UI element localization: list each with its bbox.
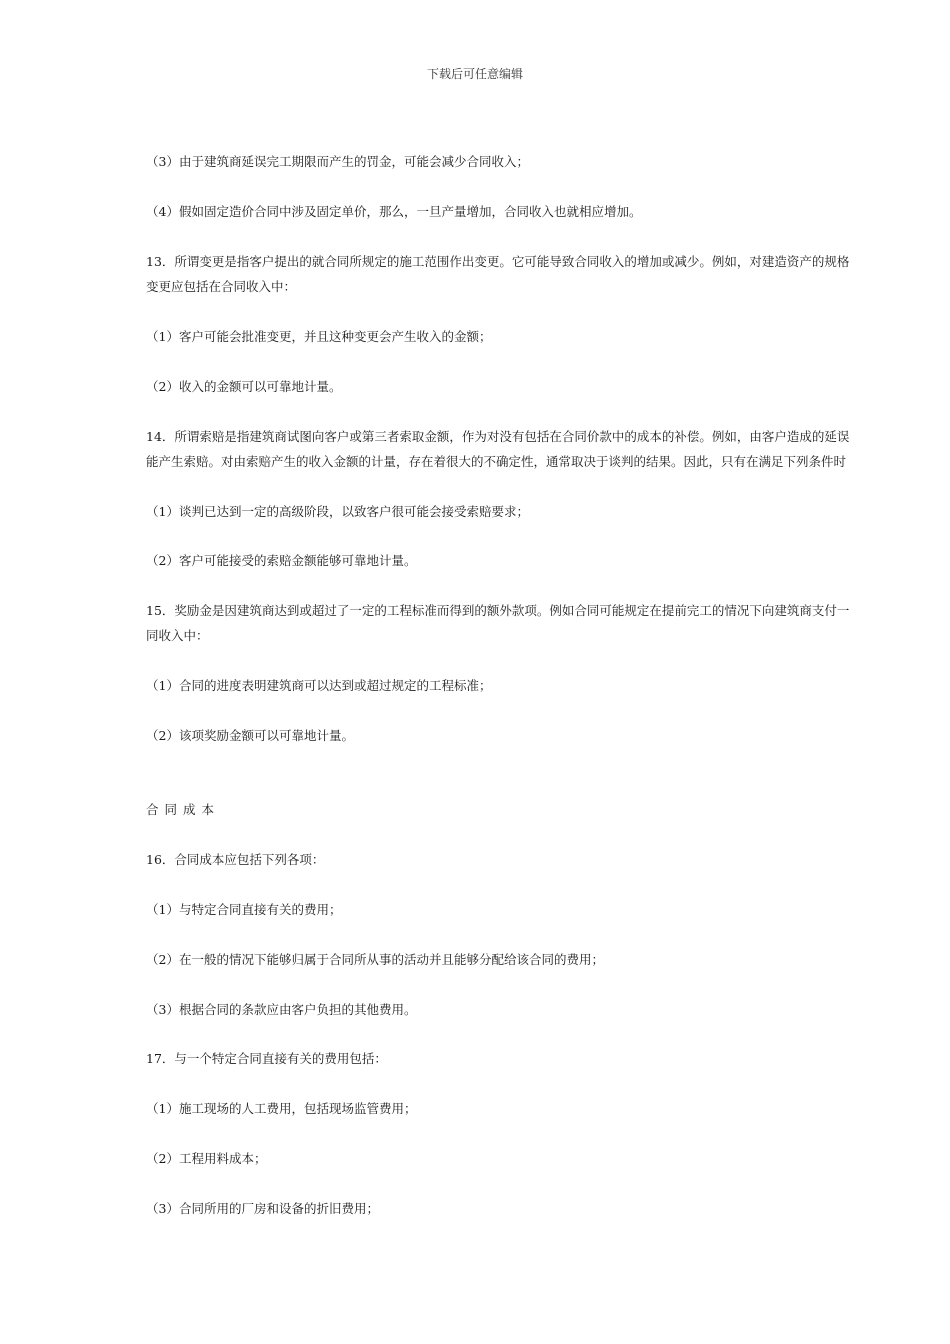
paragraph-line: 16．合同成本应包括下列各项： bbox=[146, 852, 325, 867]
paragraph-line: （2）该项奖励金额可以可靠地计量。 bbox=[146, 728, 354, 743]
paragraph-line: （3）由于建筑商延误完工期限而产生的罚金，可能会减少合同收入； bbox=[146, 154, 529, 169]
paragraph-line: （1）客户可能会批准变更，并且这种变更会产生收入的金额； bbox=[146, 329, 492, 344]
paragraph-line: 能产生索赔。对由索赔产生的收入金额的计量，存在着很大的不确定性，通常取决于谈判的结果。因此，只有在满足下列条件时 bbox=[146, 454, 847, 469]
page-header: 下载后可任意编辑 bbox=[426, 67, 523, 81]
paragraph-line: 17．与一个特定合同直接有关的费用包括： bbox=[146, 1051, 387, 1066]
paragraph-line: 15．奖励金是因建筑商达到或超过了一定的工程标准而得到的额外款项。例如合同可能规定在提前完工的情况下向建筑商支付一 bbox=[146, 603, 850, 618]
paragraph-line: 变更应包括在合同收入中： bbox=[146, 279, 297, 294]
paragraph-line: （2）收入的金额可以可靠地计量。 bbox=[146, 379, 342, 394]
paragraph-line: （1）合同的进度表明建筑商可以达到或超过规定的工程标准； bbox=[146, 678, 492, 693]
paragraph-line: （4）假如固定造价合同中涉及固定单价，那么，一旦产量增加，合同收入也就相应增加。 bbox=[146, 204, 642, 219]
paragraph-line: 13．所谓变更是指客户提出的就合同所规定的施工范围作出变更。它可能导致合同收入的增加或减少。例如，对建造资产的规格 bbox=[146, 254, 850, 269]
paragraph-line: （1）谈判已达到一定的高级阶段，以致客户很可能会接受索赔要求； bbox=[146, 504, 529, 519]
paragraph-line: 同收入中： bbox=[146, 628, 209, 643]
paragraph-line: （3）合同所用的厂房和设备的折旧费用； bbox=[146, 1201, 379, 1216]
paragraph-line: （2）工程用料成本； bbox=[146, 1151, 267, 1166]
paragraph-line: （2）在一般的情况下能够归属于合同所从事的活动并且能够分配给该合同的费用； bbox=[146, 952, 604, 967]
section-heading: 合同成本 bbox=[146, 802, 221, 817]
paragraph-line: （3）根据合同的条款应由客户负担的其他费用。 bbox=[146, 1002, 417, 1017]
paragraph-line: （2）客户可能接受的索赔金额能够可靠地计量。 bbox=[146, 553, 417, 568]
paragraph-line: （1）施工现场的人工费用，包括现场监管费用； bbox=[146, 1101, 417, 1116]
paragraph-line: 14．所谓索赔是指建筑商试图向客户或第三者索取金额，作为对没有包括在合同价款中的成本的补偿。例如，由客户造成的延误 bbox=[146, 429, 850, 444]
paragraph-line: （1）与特定合同直接有关的费用； bbox=[146, 902, 342, 917]
